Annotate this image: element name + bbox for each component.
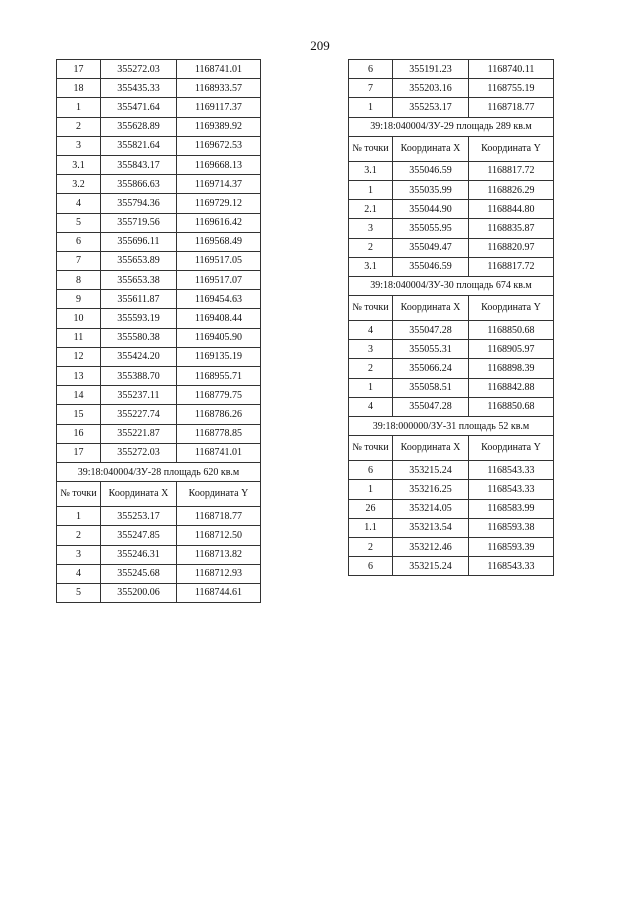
point-number-cell: 1	[349, 98, 393, 117]
coordinate-y-cell: 1168543.33	[469, 557, 554, 576]
coordinate-x-cell: 355628.89	[101, 117, 177, 136]
table-header-row	[349, 436, 554, 461]
point-number-cell: 2	[349, 359, 393, 378]
table-row	[57, 367, 261, 386]
point-number-cell: 18	[57, 79, 101, 98]
coordinate-y-cell: 1168593.39	[469, 537, 554, 556]
coordinate-y-cell: 1168740.11	[469, 60, 554, 79]
point-number-cell: 13	[57, 367, 101, 386]
table-row	[57, 117, 261, 136]
coordinate-y-header: Координата Y	[177, 482, 261, 507]
section-title-row	[349, 117, 554, 136]
table-row	[349, 219, 554, 238]
table-row	[57, 79, 261, 98]
table-row	[57, 155, 261, 174]
section-title-row	[57, 462, 261, 481]
coordinate-x-header: Координата X	[101, 482, 177, 507]
coordinate-y-header: Координата Y	[469, 136, 554, 161]
coordinate-x-cell: 355191.23	[393, 60, 469, 79]
table-row	[57, 271, 261, 290]
coordinate-x-cell: 355435.33	[101, 79, 177, 98]
table-header-row	[57, 482, 261, 507]
coordinate-x-cell: 355227.74	[101, 405, 177, 424]
coordinate-x-cell: 355046.59	[393, 257, 469, 276]
table-row	[57, 564, 261, 583]
table-row	[57, 136, 261, 155]
point-number-cell: 12	[57, 347, 101, 366]
coordinate-x-cell: 355058.51	[393, 378, 469, 397]
coordinate-x-cell: 355049.47	[393, 238, 469, 257]
coordinate-y-cell: 1168835.87	[469, 219, 554, 238]
coordinate-x-cell: 355044.90	[393, 200, 469, 219]
section-title: 39:18:040004/ЗУ-30 площадь 674 кв.м	[349, 276, 554, 295]
point-number-cell: 3	[349, 340, 393, 359]
coordinate-x-cell: 355696.11	[101, 232, 177, 251]
coordinate-y-cell: 1168712.50	[177, 526, 261, 545]
point-number-cell: 17	[57, 60, 101, 79]
point-number-cell: 7	[349, 79, 393, 98]
coordinate-y-cell: 1168741.01	[177, 60, 261, 79]
point-number-header: № точки	[349, 136, 393, 161]
table-row	[57, 60, 261, 79]
coordinate-y-cell: 1168718.77	[469, 98, 554, 117]
point-number-cell: 1	[349, 378, 393, 397]
point-number-header: № точки	[349, 296, 393, 321]
coordinate-y-header: Координата Y	[469, 296, 554, 321]
point-number-cell: 6	[349, 557, 393, 576]
table-row	[57, 443, 261, 462]
coordinate-y-cell: 1169668.13	[177, 155, 261, 174]
point-number-cell: 14	[57, 386, 101, 405]
table-row	[349, 257, 554, 276]
point-number-cell: 26	[349, 499, 393, 518]
point-number-cell: 2	[57, 526, 101, 545]
coordinate-x-cell: 355388.70	[101, 367, 177, 386]
point-number-cell: 3.1	[57, 155, 101, 174]
coordinate-x-header: Координата X	[393, 296, 469, 321]
coordinate-x-cell: 353213.54	[393, 518, 469, 537]
coordinate-x-cell: 355253.17	[393, 98, 469, 117]
point-number-cell: 11	[57, 328, 101, 347]
coordinate-x-cell: 355200.06	[101, 583, 177, 602]
coordinate-x-cell: 355653.89	[101, 251, 177, 270]
table-row	[349, 397, 554, 416]
table-row	[57, 232, 261, 251]
coordinate-y-cell: 1168933.57	[177, 79, 261, 98]
table-row	[349, 480, 554, 499]
table-row	[57, 290, 261, 309]
coordinate-x-cell: 355272.03	[101, 443, 177, 462]
point-number-cell: 3	[349, 219, 393, 238]
coordinate-x-cell: 355221.87	[101, 424, 177, 443]
section-title: 39:18:040004/ЗУ-28 площадь 620 кв.м	[57, 462, 261, 481]
point-number-cell: 4	[349, 397, 393, 416]
coordinate-x-cell: 355246.31	[101, 545, 177, 564]
coordinate-y-cell: 1168898.39	[469, 359, 554, 378]
point-number-cell: 6	[349, 461, 393, 480]
table-row	[349, 200, 554, 219]
coordinate-x-cell: 355272.03	[101, 60, 177, 79]
page-number: 209	[310, 38, 330, 53]
point-number-cell: 1	[57, 98, 101, 117]
table-row	[349, 359, 554, 378]
coordinate-y-cell: 1168755.19	[469, 79, 554, 98]
point-number-cell: 3.1	[349, 257, 393, 276]
coordinate-y-cell: 1168713.82	[177, 545, 261, 564]
table-row	[57, 251, 261, 270]
table-row	[57, 98, 261, 117]
table-row	[349, 321, 554, 340]
table-row	[57, 175, 261, 194]
coordinate-y-cell: 1169714.37	[177, 175, 261, 194]
coordinate-x-cell: 355821.64	[101, 136, 177, 155]
point-number-cell: 7	[57, 251, 101, 270]
table-row	[57, 405, 261, 424]
point-number-cell: 1.1	[349, 518, 393, 537]
coordinate-x-cell: 353212.46	[393, 537, 469, 556]
coordinate-x-cell: 355794.36	[101, 194, 177, 213]
coordinate-x-cell: 355047.28	[393, 397, 469, 416]
coordinate-y-cell: 1168744.61	[177, 583, 261, 602]
coordinate-y-cell: 1169517.05	[177, 251, 261, 270]
coordinate-x-cell: 355593.19	[101, 309, 177, 328]
coordinate-x-cell: 355653.38	[101, 271, 177, 290]
coordinate-y-cell: 1168712.93	[177, 564, 261, 583]
point-number-cell: 2	[349, 537, 393, 556]
point-number-cell: 4	[57, 564, 101, 583]
point-number-header: № точки	[349, 436, 393, 461]
coordinate-y-cell: 1169729.12	[177, 194, 261, 213]
table-row	[57, 545, 261, 564]
point-number-cell: 16	[57, 424, 101, 443]
table-row	[349, 557, 554, 576]
table-row	[57, 583, 261, 602]
point-number-cell: 1	[349, 480, 393, 499]
point-number-cell: 3	[57, 136, 101, 155]
table-row	[57, 213, 261, 232]
coordinate-y-cell: 1169405.90	[177, 328, 261, 347]
table-row	[57, 386, 261, 405]
coordinate-x-cell: 355424.20	[101, 347, 177, 366]
table-row	[349, 180, 554, 199]
point-number-cell: 15	[57, 405, 101, 424]
coordinate-y-cell: 1168955.71	[177, 367, 261, 386]
coordinate-y-cell: 1168583.99	[469, 499, 554, 518]
coordinate-x-cell: 353214.05	[393, 499, 469, 518]
point-number-cell: 3	[57, 545, 101, 564]
coordinate-x-cell: 355580.38	[101, 328, 177, 347]
coordinate-y-cell: 1168850.68	[469, 397, 554, 416]
coordinate-y-cell: 1168826.29	[469, 180, 554, 199]
coordinate-x-cell: 355035.99	[393, 180, 469, 199]
table-row	[349, 340, 554, 359]
table-row	[349, 238, 554, 257]
coordinate-y-cell: 1168543.33	[469, 480, 554, 499]
table-row	[57, 309, 261, 328]
coordinate-x-cell: 355245.68	[101, 564, 177, 583]
coordinates-table-right	[348, 59, 554, 576]
coordinate-x-cell: 353216.25	[393, 480, 469, 499]
coordinate-x-cell: 355866.63	[101, 175, 177, 194]
table-row	[349, 60, 554, 79]
coordinate-x-cell: 355719.56	[101, 213, 177, 232]
coordinate-y-cell: 1168820.97	[469, 238, 554, 257]
coordinate-x-cell: 355237.11	[101, 386, 177, 405]
section-title: 39:18:000000/ЗУ-31 площадь 52 кв.м	[349, 417, 554, 436]
table-row	[349, 98, 554, 117]
table-row	[57, 526, 261, 545]
coordinate-x-cell: 355055.31	[393, 340, 469, 359]
coordinates-table-left	[56, 59, 261, 603]
coordinate-x-header: Координата X	[393, 436, 469, 461]
table-row	[349, 537, 554, 556]
table-row	[349, 499, 554, 518]
coordinate-x-cell: 355611.87	[101, 290, 177, 309]
coordinate-y-cell: 1168817.72	[469, 257, 554, 276]
point-number-cell: 3.2	[57, 175, 101, 194]
coordinate-y-cell: 1169408.44	[177, 309, 261, 328]
coordinate-x-header: Координата X	[393, 136, 469, 161]
point-number-cell: 5	[57, 213, 101, 232]
table-row	[349, 378, 554, 397]
coordinate-y-cell: 1168779.75	[177, 386, 261, 405]
coordinate-y-cell: 1168543.33	[469, 461, 554, 480]
table-row	[349, 461, 554, 480]
table-row	[349, 79, 554, 98]
coordinate-y-cell: 1169672.53	[177, 136, 261, 155]
coordinate-y-cell: 1168850.68	[469, 321, 554, 340]
table-row	[57, 507, 261, 526]
coordinate-x-cell: 355471.64	[101, 98, 177, 117]
coordinate-y-cell: 1168842.88	[469, 378, 554, 397]
coordinate-y-cell: 1168786.26	[177, 405, 261, 424]
point-number-cell: 5	[57, 583, 101, 602]
point-number-cell: 2	[57, 117, 101, 136]
point-number-cell: 1	[349, 180, 393, 199]
point-number-cell: 8	[57, 271, 101, 290]
point-number-cell: 6	[57, 232, 101, 251]
coordinate-x-cell: 355253.17	[101, 507, 177, 526]
section-title: 39:18:040004/ЗУ-29 площадь 289 кв.м	[349, 117, 554, 136]
point-number-cell: 3.1	[349, 161, 393, 180]
coordinate-y-cell: 1169616.42	[177, 213, 261, 232]
coordinate-y-cell: 1169117.37	[177, 98, 261, 117]
point-number-cell: 9	[57, 290, 101, 309]
coordinate-x-cell: 355066.24	[393, 359, 469, 378]
table-row	[349, 161, 554, 180]
point-number-cell: 4	[57, 194, 101, 213]
point-number-cell: 6	[349, 60, 393, 79]
coordinate-x-cell: 355247.85	[101, 526, 177, 545]
coordinate-y-cell: 1168817.72	[469, 161, 554, 180]
coordinate-y-cell: 1169517.07	[177, 271, 261, 290]
point-number-header: № точки	[57, 482, 101, 507]
coordinate-y-cell: 1169454.63	[177, 290, 261, 309]
point-number-cell: 10	[57, 309, 101, 328]
coordinate-y-cell: 1168905.97	[469, 340, 554, 359]
coordinate-x-cell: 355046.59	[393, 161, 469, 180]
coordinate-y-cell: 1168844.80	[469, 200, 554, 219]
coordinate-x-cell: 355203.16	[393, 79, 469, 98]
coordinate-y-cell: 1168718.77	[177, 507, 261, 526]
coordinate-x-cell: 353215.24	[393, 557, 469, 576]
coordinate-x-cell: 355047.28	[393, 321, 469, 340]
coordinate-y-cell: 1169135.19	[177, 347, 261, 366]
point-number-cell: 2	[349, 238, 393, 257]
table-header-row	[349, 296, 554, 321]
coordinate-x-cell: 355055.95	[393, 219, 469, 238]
table-header-row	[349, 136, 554, 161]
coordinate-y-cell: 1168778.85	[177, 424, 261, 443]
point-number-cell: 1	[57, 507, 101, 526]
table-row	[57, 424, 261, 443]
coordinate-y-cell: 1168741.01	[177, 443, 261, 462]
coordinate-y-header: Координата Y	[469, 436, 554, 461]
coordinate-x-cell: 353215.24	[393, 461, 469, 480]
point-number-cell: 2.1	[349, 200, 393, 219]
coordinate-y-cell: 1168593.38	[469, 518, 554, 537]
table-row	[349, 518, 554, 537]
point-number-cell: 17	[57, 443, 101, 462]
coordinate-x-cell: 355843.17	[101, 155, 177, 174]
table-row	[57, 328, 261, 347]
table-row	[57, 347, 261, 366]
coordinate-y-cell: 1169389.92	[177, 117, 261, 136]
point-number-cell: 4	[349, 321, 393, 340]
section-title-row	[349, 276, 554, 295]
section-title-row	[349, 417, 554, 436]
coordinate-y-cell: 1169568.49	[177, 232, 261, 251]
table-row	[57, 194, 261, 213]
